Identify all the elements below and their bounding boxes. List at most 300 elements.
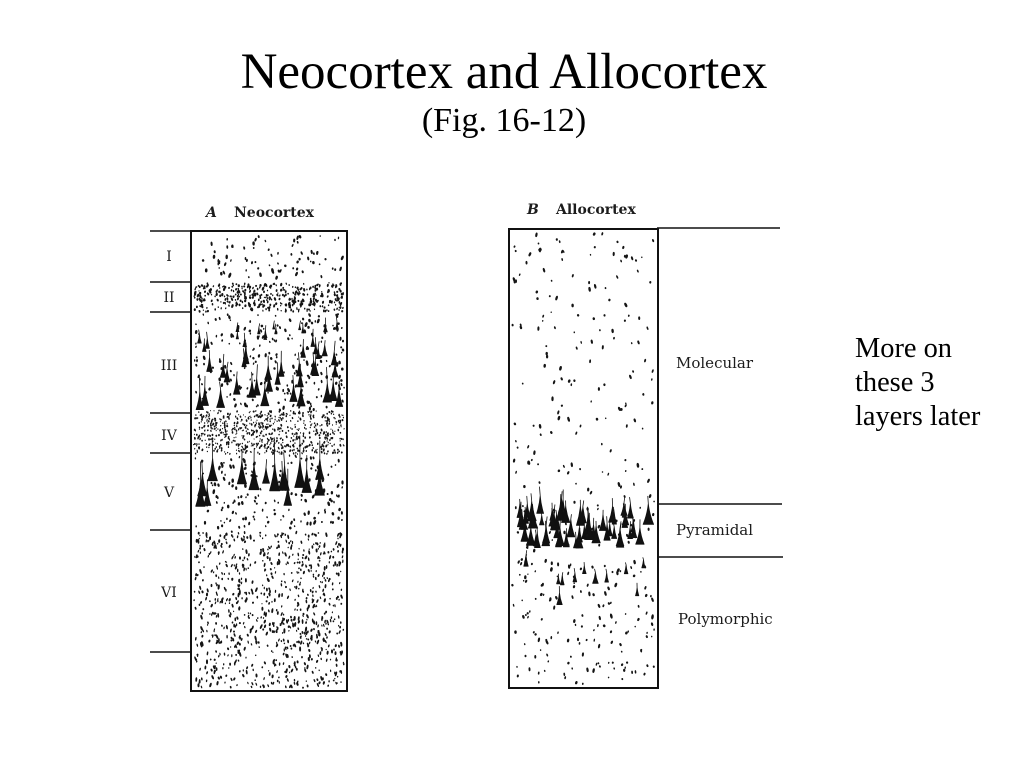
granule-cell — [294, 599, 296, 601]
granule-cell — [517, 674, 519, 677]
granule-cell — [319, 305, 321, 307]
granule-cell — [589, 491, 592, 495]
granule-cell — [212, 303, 214, 306]
granule-cell — [340, 621, 342, 624]
granule-cell — [256, 420, 257, 421]
granule-cell — [257, 617, 259, 619]
granule-cell — [328, 365, 331, 368]
granule-cell — [338, 644, 340, 648]
granule-cell — [321, 624, 323, 626]
granule-cell — [269, 418, 271, 420]
granule-cell — [337, 429, 339, 432]
granule-cell — [246, 432, 248, 435]
granule-cell — [303, 512, 306, 516]
granule-cell — [342, 629, 344, 631]
granule-cell — [244, 614, 246, 616]
granule-cell — [582, 682, 584, 685]
granule-cell — [613, 337, 615, 340]
granule-cell — [241, 286, 243, 288]
granule-cell — [214, 448, 216, 450]
granule-cell — [298, 291, 300, 293]
granule-cell — [195, 345, 197, 348]
granule-cell — [203, 566, 204, 568]
granule-cell — [220, 333, 223, 337]
granule-cell — [341, 351, 343, 353]
granule-cell — [268, 264, 270, 266]
granule-cell — [317, 574, 320, 578]
granule-cell — [287, 462, 289, 464]
granule-cell — [604, 565, 606, 568]
granule-cell — [645, 611, 648, 615]
granule-cell — [220, 301, 221, 303]
granule-cell — [276, 450, 278, 452]
granule-cell — [269, 425, 271, 428]
granule-cell — [547, 660, 549, 663]
granule-cell — [602, 345, 604, 349]
granule-cell — [285, 539, 287, 543]
granule-cell — [235, 283, 237, 285]
granule-cell — [235, 512, 238, 515]
granule-cell — [330, 659, 332, 661]
granule-cell — [321, 341, 323, 343]
granule-cell — [235, 436, 237, 438]
granule-cell — [301, 563, 304, 567]
granule-cell — [318, 681, 321, 684]
granule-cell — [224, 298, 226, 301]
granule-cell — [221, 439, 222, 441]
granule-cell — [275, 339, 278, 342]
granule-cell — [275, 659, 277, 661]
granule-cell — [271, 432, 274, 435]
granule-cell — [224, 430, 226, 433]
granule-cell — [331, 445, 333, 447]
granule-cell — [223, 502, 225, 504]
granule-cell — [637, 340, 640, 345]
granule-cell — [220, 520, 222, 522]
granule-cell — [326, 627, 328, 629]
granule-cell — [292, 433, 294, 435]
granule-cell — [205, 443, 207, 445]
granule-cell — [592, 317, 595, 320]
granule-cell — [598, 544, 600, 547]
granule-cell — [328, 289, 330, 293]
granule-cell — [260, 548, 263, 551]
granule-cell — [651, 597, 655, 602]
granule-cell — [559, 240, 561, 243]
granule-cell — [206, 310, 209, 313]
granule-cell — [338, 450, 340, 452]
granule-cell — [280, 519, 282, 521]
granule-cell — [202, 355, 206, 360]
granule-cell — [550, 311, 552, 313]
granule-cell — [279, 326, 282, 329]
granule-cell — [274, 415, 276, 417]
granule-cell — [329, 439, 331, 442]
granule-cell — [336, 307, 338, 310]
granule-cell — [201, 421, 202, 422]
granule-cell — [204, 439, 205, 441]
granule-cell — [315, 667, 317, 669]
granule-cell — [196, 433, 198, 436]
granule-cell — [628, 314, 630, 317]
granule-cell — [212, 489, 215, 494]
allocortex-pyramidal-cells — [515, 487, 655, 553]
granule-cell — [333, 648, 335, 650]
granule-cell — [330, 616, 332, 619]
granule-cell — [285, 432, 287, 435]
granule-cell — [243, 567, 245, 571]
granule-cell — [196, 306, 198, 309]
granule-cell — [544, 670, 546, 673]
granule-cell — [590, 339, 593, 344]
pyramidal-cell — [295, 436, 306, 488]
granule-cell — [557, 562, 559, 566]
granule-cell — [294, 525, 296, 527]
granule-cell — [597, 624, 599, 627]
neocortex-panel — [150, 205, 347, 691]
granule-cell — [317, 511, 319, 514]
granule-cell — [251, 398, 254, 401]
granule-cell — [226, 423, 228, 425]
granule-cell — [335, 421, 337, 424]
granule-cell — [199, 668, 201, 671]
granule-cell — [226, 396, 228, 398]
granule-cell — [646, 326, 649, 330]
granule-cell — [333, 413, 335, 415]
granule-cell — [308, 550, 311, 555]
granule-cell — [332, 548, 334, 551]
granule-cell — [263, 624, 266, 628]
granule-cell — [222, 667, 223, 669]
granule-cell — [539, 592, 543, 596]
granule-cell — [271, 440, 273, 442]
granule-cell — [267, 289, 269, 291]
granule-cell — [315, 570, 317, 572]
granule-cell — [340, 681, 342, 683]
granule-cell — [203, 548, 206, 552]
granule-cell — [571, 667, 573, 670]
granule-cell — [239, 427, 241, 430]
granule-cell — [207, 621, 209, 624]
granule-cell — [266, 516, 268, 518]
granule-cell — [240, 293, 242, 295]
granule-cell — [199, 535, 200, 537]
granule-cell — [311, 671, 314, 675]
granule-cell — [280, 583, 282, 586]
granule-cell — [216, 615, 218, 618]
granule-cell — [598, 644, 601, 649]
granule-cell — [303, 359, 305, 361]
granule-cell — [298, 308, 300, 311]
granule-cell — [200, 631, 202, 633]
granule-cell — [289, 454, 291, 457]
pyramidal-cell — [323, 367, 332, 402]
granule-cell — [328, 442, 330, 444]
granule-cell — [194, 308, 196, 311]
granule-cell — [314, 433, 316, 436]
granule-cell — [319, 437, 321, 440]
granule-cell — [224, 365, 227, 369]
granule-cell — [287, 595, 290, 599]
granule-cell — [586, 507, 589, 511]
granule-cell — [288, 318, 292, 322]
granule-cell — [299, 646, 301, 651]
granule-cell — [545, 345, 547, 347]
granule-cell — [300, 520, 302, 522]
granule-cell — [317, 624, 319, 627]
allocortex-panel-title: Allocortex — [556, 202, 636, 218]
granule-cell — [335, 541, 338, 545]
granule-cell — [216, 667, 218, 671]
granule-cell — [259, 624, 263, 629]
granule-cell — [217, 543, 219, 545]
granule-cell — [528, 667, 530, 671]
granule-cell — [224, 652, 226, 655]
granule-cell — [206, 659, 208, 664]
granule-cell — [202, 579, 204, 582]
granule-cell — [319, 432, 321, 435]
granule-cell — [245, 419, 247, 422]
granule-cell — [231, 479, 234, 483]
granule-cell — [195, 452, 197, 454]
granule-cell — [293, 682, 295, 685]
granule-cell — [288, 542, 290, 545]
granule-cell — [307, 411, 309, 414]
granule-cell — [228, 287, 230, 290]
granule-cell — [550, 431, 553, 435]
granule-cell — [306, 614, 310, 619]
granule-cell — [257, 288, 259, 291]
granule-cell — [307, 638, 309, 640]
granule-cell — [580, 590, 582, 593]
granule-cell — [283, 412, 285, 414]
granule-cell — [263, 428, 264, 430]
granule-cell — [290, 253, 292, 256]
granule-cell — [604, 591, 607, 596]
granule-cell — [239, 572, 241, 575]
granule-cell — [254, 237, 257, 241]
granule-cell — [238, 448, 240, 450]
granule-cell — [204, 665, 206, 669]
granule-cell — [201, 435, 202, 437]
granule-cell — [283, 638, 285, 641]
granule-cell — [198, 477, 200, 479]
granule-cell — [342, 415, 343, 416]
granule-cell — [195, 323, 197, 325]
granule-cell — [316, 396, 318, 399]
granule-cell — [638, 316, 640, 320]
granule-cell — [310, 467, 313, 470]
pyramidal-cell — [243, 333, 247, 347]
granule-cell — [278, 676, 280, 678]
granule-cell — [263, 619, 266, 623]
granule-cell — [205, 597, 208, 601]
granule-cell — [523, 580, 525, 582]
granule-cell — [315, 548, 317, 552]
granule-cell — [608, 676, 610, 678]
granule-cell — [594, 284, 597, 289]
granule-cell — [252, 286, 254, 289]
granule-cell — [284, 264, 287, 267]
granule-cell — [271, 338, 273, 341]
granule-cell — [244, 531, 246, 534]
granule-cell — [597, 504, 599, 506]
granule-cell — [245, 416, 246, 418]
pyramidal-cell — [261, 378, 269, 406]
granule-cell — [343, 417, 345, 419]
granule-cell — [255, 410, 257, 412]
granule-cell — [284, 648, 286, 651]
granule-cell — [251, 580, 253, 584]
granule-cell — [295, 493, 298, 496]
granule-cell — [233, 425, 235, 427]
granule-cell — [295, 531, 297, 535]
granule-cell — [303, 420, 305, 422]
granule-cell — [300, 640, 303, 645]
granule-cell — [268, 609, 270, 612]
granule-cell — [249, 378, 251, 380]
granule-cell — [220, 425, 222, 427]
granule-cell — [266, 450, 268, 453]
granule-cell — [338, 599, 340, 601]
granule-cell — [280, 310, 282, 312]
granule-cell — [334, 618, 336, 620]
granule-cell — [551, 561, 553, 565]
granule-cell — [239, 556, 241, 559]
granule-cell — [301, 561, 303, 563]
granule-cell — [281, 605, 283, 608]
granule-cell — [592, 232, 596, 236]
granule-cell — [282, 439, 284, 441]
granule-cell — [310, 628, 313, 632]
granule-cell — [235, 654, 237, 656]
granule-cell — [289, 414, 291, 416]
granule-cell — [309, 521, 311, 525]
granule-cell — [234, 428, 236, 430]
granule-cell — [543, 593, 545, 596]
granule-cell — [599, 665, 602, 668]
allocortex-polymorphic-cells — [511, 551, 655, 686]
granule-cell — [316, 318, 320, 323]
granule-cell — [575, 483, 577, 485]
granule-cell — [297, 581, 299, 584]
allocortex-layer-labels — [676, 354, 773, 628]
granule-cell — [321, 395, 323, 398]
granule-cell — [304, 668, 307, 672]
granule-cell — [555, 295, 559, 300]
granule-cell — [219, 360, 222, 363]
granule-cell — [233, 564, 235, 567]
granule-cell — [207, 422, 208, 424]
granule-cell — [213, 255, 216, 259]
granule-cell — [239, 295, 241, 297]
granule-cell — [308, 649, 311, 653]
granule-cell — [290, 520, 294, 525]
granule-cell — [297, 429, 298, 431]
granule-cell — [243, 285, 245, 287]
granule-cell — [337, 516, 340, 519]
granule-cell — [205, 414, 207, 417]
granule-cell — [326, 360, 328, 363]
granule-cell — [314, 422, 316, 424]
granule-cell — [273, 440, 274, 441]
granule-cell — [326, 422, 328, 425]
granule-cell — [302, 686, 304, 688]
granule-cell — [228, 544, 231, 548]
granule-cell — [203, 309, 204, 310]
granule-cell — [527, 460, 531, 465]
granule-cell — [214, 598, 216, 601]
granule-cell — [306, 619, 308, 621]
granule-cell — [269, 557, 271, 561]
granule-cell — [588, 281, 590, 284]
granule-cell — [312, 444, 314, 446]
granule-cell — [268, 352, 270, 355]
granule-cell — [207, 425, 209, 428]
granule-cell — [252, 430, 254, 432]
neocortex-layer-iv-cells — [193, 410, 345, 455]
granule-cell — [553, 508, 556, 512]
granule-cell — [579, 468, 581, 471]
granule-cell — [294, 413, 296, 415]
granule-cell — [297, 358, 299, 360]
granule-cell — [280, 427, 282, 430]
pyramidal-cell — [557, 586, 562, 604]
granule-cell — [329, 411, 331, 414]
granule-cell — [225, 674, 228, 677]
granule-cell — [268, 670, 270, 672]
granule-cell — [262, 303, 263, 305]
granule-cell — [287, 534, 290, 539]
granule-cell — [237, 569, 238, 573]
granule-cell — [225, 307, 227, 309]
granule-cell — [636, 463, 639, 468]
granule-cell — [310, 250, 313, 255]
granule-cell — [247, 567, 249, 569]
granule-cell — [230, 646, 232, 648]
granule-cell — [318, 545, 321, 548]
granule-cell — [208, 438, 210, 441]
granule-cell — [196, 298, 198, 301]
granule-cell — [257, 494, 259, 497]
granule-cell — [231, 441, 232, 443]
granule-cell — [272, 681, 275, 685]
granule-cell — [267, 548, 269, 550]
granule-cell — [297, 616, 299, 621]
granule-cell — [278, 417, 279, 419]
granule-cell — [537, 326, 539, 330]
granule-cell — [255, 285, 257, 287]
granule-cell — [289, 449, 292, 452]
granule-cell — [549, 531, 552, 535]
granule-cell — [275, 571, 277, 574]
granule-cell — [246, 536, 248, 539]
granule-cell — [223, 663, 225, 665]
granule-cell — [328, 310, 330, 312]
granule-cell — [343, 387, 345, 389]
granule-cell — [311, 532, 314, 535]
granule-cell — [236, 410, 238, 413]
granule-cell — [330, 669, 332, 672]
granule-cell — [236, 449, 237, 451]
granule-cell — [195, 457, 197, 459]
granule-cell — [631, 342, 633, 344]
granule-cell — [215, 442, 217, 444]
granule-cell — [209, 613, 211, 615]
granule-cell — [573, 501, 575, 504]
granule-cell — [332, 588, 334, 590]
granule-cell — [242, 548, 244, 550]
